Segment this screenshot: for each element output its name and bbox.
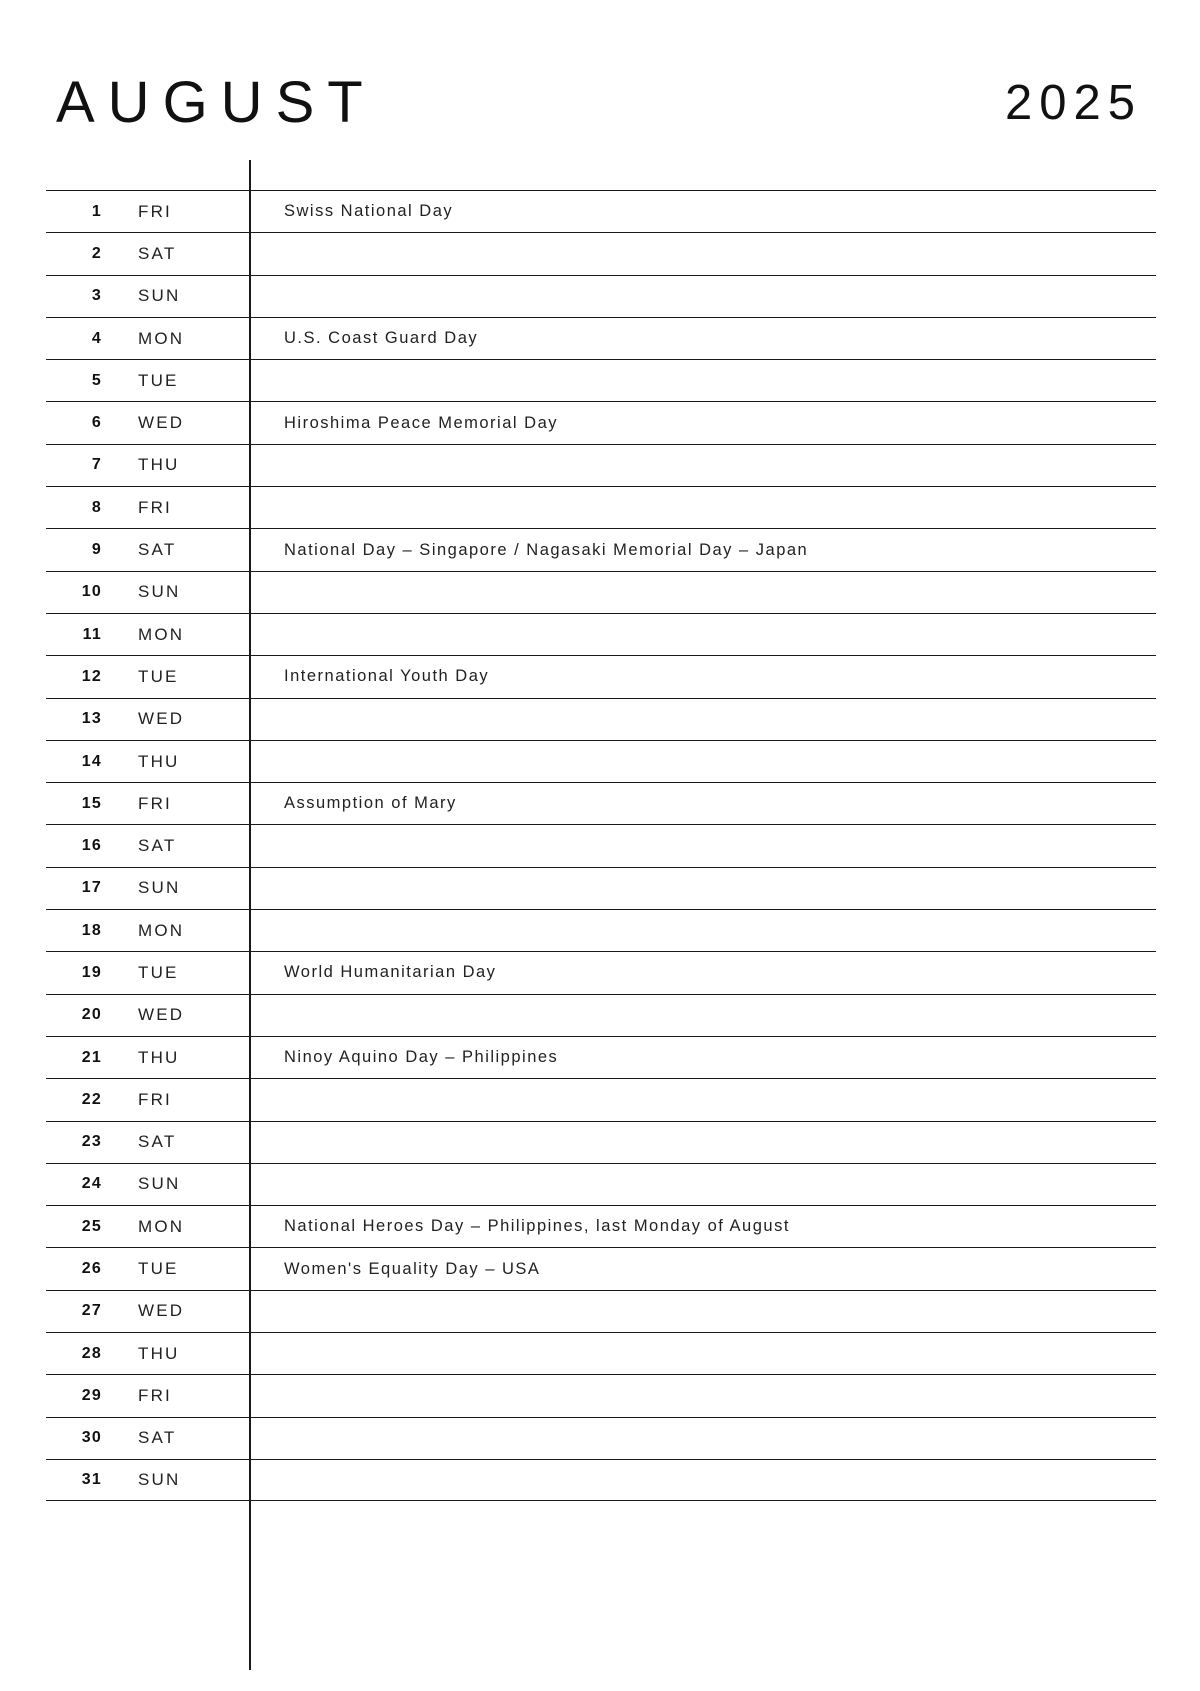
table-row[interactable] [46,444,1156,486]
table-row[interactable] [46,528,1156,570]
table-row[interactable] [46,867,1156,909]
weekday-label: MON [138,624,185,644]
day-number: 25 [81,1217,102,1235]
weekday-label: SAT [138,836,177,856]
table-row[interactable] [46,782,1156,824]
table-row[interactable] [46,317,1156,359]
table-row[interactable] [46,1417,1156,1459]
day-number: 26 [81,1260,102,1278]
weekday-label: TUE [138,1259,179,1279]
calendar-rows [46,190,1156,1501]
weekday-label: SUN [138,286,181,306]
day-number: 23 [81,1133,102,1151]
event-text[interactable]: Assumption of Mary [284,794,457,813]
day-number: 17 [81,879,102,897]
table-row[interactable] [46,232,1156,274]
day-number: 7 [91,456,102,474]
event-text[interactable]: National Day – Singapore / Nagasaki Memorial Day – Japan [284,540,809,559]
table-row[interactable] [46,275,1156,317]
day-number: 27 [81,1302,102,1320]
table-row[interactable] [46,994,1156,1036]
day-number: 12 [81,667,102,685]
day-number: 16 [81,837,102,855]
table-row[interactable] [46,1374,1156,1416]
weekday-label: TUE [138,962,179,982]
event-text[interactable]: Swiss National Day [284,202,454,221]
day-number: 10 [81,583,102,601]
day-number: 6 [91,414,102,432]
table-row[interactable] [46,1078,1156,1120]
table-row[interactable] [46,1247,1156,1289]
table-row[interactable] [46,401,1156,443]
day-number: 24 [81,1175,102,1193]
day-number: 15 [81,794,102,812]
weekday-label: WED [138,709,185,729]
day-number: 1 [91,202,102,220]
day-number: 9 [91,541,102,559]
day-number: 22 [81,1090,102,1108]
day-number: 18 [81,921,102,939]
weekday-label: THU [138,1343,180,1363]
day-number: 29 [81,1386,102,1404]
weekday-label: FRI [138,1089,172,1109]
event-text[interactable]: Ninoy Aquino Day – Philippines [284,1048,559,1067]
table-row[interactable] [46,1163,1156,1205]
table-row[interactable] [46,571,1156,613]
weekday-label: MON [138,328,185,348]
table-row[interactable] [46,486,1156,528]
table-row[interactable] [46,1332,1156,1374]
calendar-header [0,58,1200,148]
event-text[interactable]: Women's Equality Day – USA [284,1259,541,1278]
event-text[interactable]: Hiroshima Peace Memorial Day [284,413,558,432]
day-number: 3 [91,287,102,305]
weekday-label: WED [138,413,185,433]
weekday-label: SUN [138,878,181,898]
event-text[interactable]: International Youth Day [284,667,490,686]
day-number: 20 [81,1006,102,1024]
day-number: 13 [81,710,102,728]
weekday-label: TUE [138,370,179,390]
weekday-label: SAT [138,243,177,263]
event-text[interactable]: U.S. Coast Guard Day [284,329,479,348]
table-row[interactable] [46,1459,1156,1501]
weekday-label: SAT [138,1132,177,1152]
day-number: 8 [91,498,102,516]
table-row[interactable] [46,1121,1156,1163]
weekday-label: THU [138,1047,180,1067]
event-text[interactable]: National Heroes Day – Philippines, last Monday of August [284,1217,790,1236]
weekday-label: SUN [138,1470,181,1490]
weekday-label: MON [138,920,185,940]
weekday-label: FRI [138,1385,172,1405]
page-title: AUGUST [56,70,376,135]
weekday-label: FRI [138,497,172,517]
weekday-label: WED [138,1005,185,1025]
weekday-label: SUN [138,582,181,602]
weekday-label: SAT [138,1428,177,1448]
table-row[interactable] [46,655,1156,697]
table-row[interactable] [46,359,1156,401]
day-number: 5 [91,371,102,389]
table-row[interactable] [46,1036,1156,1078]
table-row[interactable] [46,740,1156,782]
day-number: 2 [91,244,102,262]
weekday-label: FRI [138,201,172,221]
table-row[interactable] [46,190,1156,232]
weekday-label: THU [138,455,180,475]
day-number: 14 [81,752,102,770]
day-number: 21 [81,1048,102,1066]
table-row[interactable] [46,698,1156,740]
table-row[interactable] [46,951,1156,993]
day-number: 4 [91,329,102,347]
weekday-label: WED [138,1301,185,1321]
weekday-label: THU [138,751,180,771]
year-label: 2025 [1004,75,1142,130]
table-row[interactable] [46,1290,1156,1332]
table-row[interactable] [46,824,1156,866]
table-row[interactable] [46,613,1156,655]
weekday-label: MON [138,1216,185,1236]
day-number: 28 [81,1344,102,1362]
weekday-label: TUE [138,666,179,686]
day-number: 11 [82,625,102,643]
weekday-label: SUN [138,1174,181,1194]
table-row[interactable] [46,1205,1156,1247]
event-text[interactable]: World Humanitarian Day [284,963,497,982]
weekday-label: SAT [138,540,177,560]
weekday-label: FRI [138,793,172,813]
day-number: 31 [81,1471,102,1489]
day-number: 19 [81,963,102,981]
day-number: 30 [81,1429,102,1447]
table-row[interactable] [46,909,1156,951]
